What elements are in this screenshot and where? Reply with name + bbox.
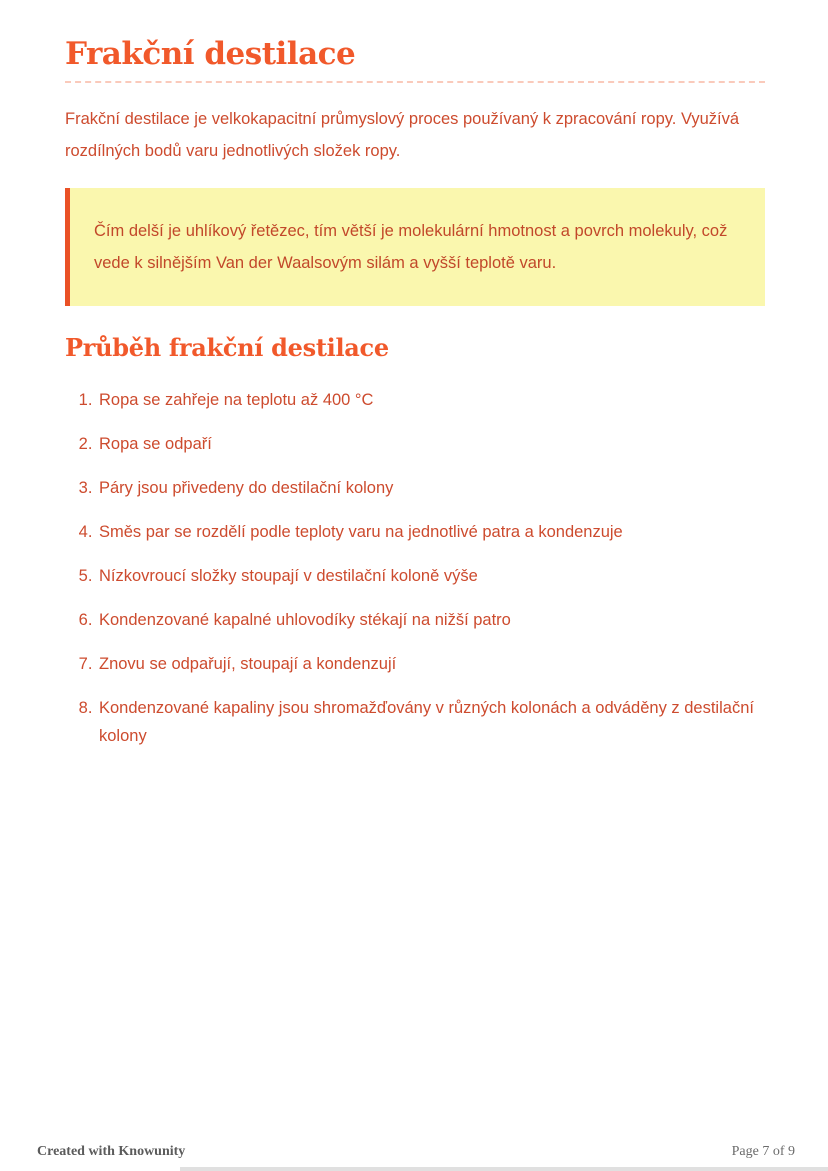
footer-credit: Created with Knowunity — [37, 1144, 186, 1159]
page-bottom-edge — [180, 1167, 828, 1171]
callout-box — [65, 188, 765, 306]
list-item: 5. Nízkovroucí složky stoupají v destilační koloně výše — [97, 562, 765, 590]
list-item: 8. Kondenzované kapaliny jsou shromažďovány v různých kolonách a odváděny z destilační kolony — [97, 694, 765, 750]
steps-list — [65, 386, 765, 750]
intro-paragraph: Frakční destilace je velkokapacitní průmyslový proces používaný k zpracování ropy. Využívá rozdílných bodů varu jednotlivých složek ropy. — [65, 110, 740, 160]
page-footer — [37, 1144, 795, 1160]
list-item: 1. Ropa se zahřeje na teplotu až 400 °C — [97, 386, 765, 414]
page-title: Frakční destilace — [65, 36, 356, 72]
list-item: 3. Páry jsou přivedeny do destilační kolony — [97, 474, 765, 502]
callout-text: Čím delší je uhlíkový řetězec, tím větší je molekulární hmotnost a povrch molekuly, což vede k silnějším Van der Waalsovým silám a vyšší teplotě varu. — [94, 222, 728, 272]
footer-page-number: Page 7 of 9 — [731, 1144, 795, 1159]
list-item: 2. Ropa se odpaří — [97, 430, 765, 458]
list-item: 7. Znovu se odpařují, stoupají a kondenzují — [97, 650, 765, 678]
section-title: Průběh frakční destilace — [65, 333, 389, 362]
list-item: 4. Směs par se rozdělí podle teploty varu na jednotlivé patra a kondenzuje — [97, 518, 765, 546]
list-item: 6. Kondenzované kapalné uhlovodíky stékají na nižší patro — [97, 606, 765, 634]
title-divider — [65, 81, 765, 83]
